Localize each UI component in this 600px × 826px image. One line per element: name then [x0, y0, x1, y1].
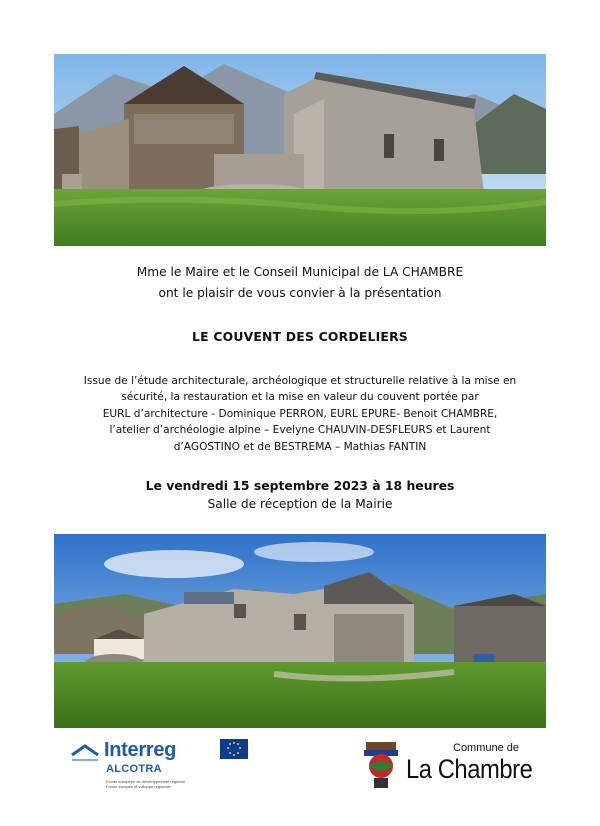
convent-photo-bottom: [54, 534, 546, 728]
convent-photo-top-image: [54, 54, 546, 246]
commune-prefix: Commune de: [453, 742, 520, 754]
convent-photo-top: [54, 54, 546, 246]
town-crest-icon: [360, 742, 402, 790]
invitation-line-2: ont le plaisir de vous convier à la présentation: [158, 286, 442, 300]
invitation-line-1: Mme le Maire et le Conseil Municipal de LA CHAMBRE: [136, 265, 464, 279]
commune-name: La Chambre: [406, 754, 533, 784]
eu-flag-icon: [220, 739, 248, 759]
invitation-text: [40, 262, 560, 304]
description-line-5: d’AGOSTINO et de BESTREMA – Mathias FANTIN: [173, 440, 427, 453]
commune-la-chambre-logo: [360, 742, 550, 802]
description-line-3: EURL d’architecture - Dominique PERRON, EURL EPURE- Benoit CHAMBRE,: [102, 407, 498, 420]
interreg-fund-fr: Fonds européen de développement régional: [106, 779, 185, 784]
description-line-2: sécurité, la restauration et la mise en valeur du couvent portée par: [121, 391, 479, 404]
description-line-1: Issue de l’étude architecturale, archéologique et structurelle relative à la mise en: [83, 375, 517, 387]
interreg-alcotra-logo: [70, 739, 260, 799]
description-line-4: l’atelier d’archéologie alpine – Evelyne CHAUVIN-DESFLEURS et Laurent: [109, 424, 491, 437]
interreg-wordmark: Interreg: [104, 739, 177, 761]
interreg-program-name: ALCOTRA: [106, 763, 162, 775]
interreg-fund-it: Fondo europeo di sviluppo regionale: [106, 784, 171, 789]
interreg-wave-icon: [70, 743, 100, 763]
event-title: LE COUVENT DES CORDELIERS: [192, 329, 408, 344]
event-venue: Salle de réception de la Mairie: [207, 497, 393, 511]
convent-photo-bottom-image: [54, 534, 546, 728]
event-date: Le vendredi 15 septembre 2023 à 18 heures: [145, 478, 455, 493]
description: [40, 373, 560, 455]
